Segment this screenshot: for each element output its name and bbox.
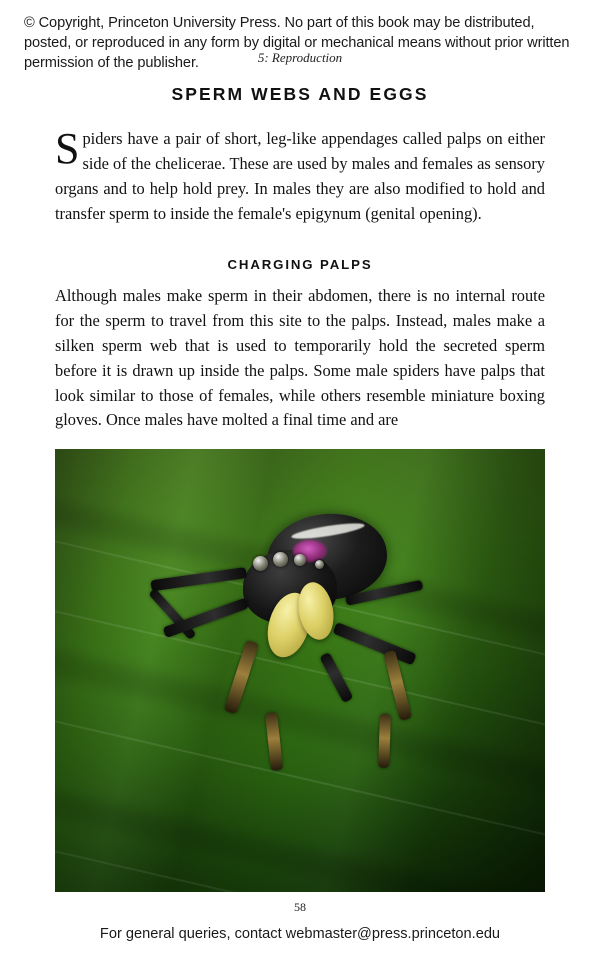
drop-cap: S xyxy=(55,124,80,173)
footer-notice: For general queries, contact webmaster@press.princeton.edu xyxy=(99,926,501,942)
photo-vignette xyxy=(55,449,545,892)
section-title: SPERM WEBS AND EGGS xyxy=(171,84,429,104)
content-column xyxy=(55,84,545,433)
intro-paragraph xyxy=(55,124,545,227)
subsection-title: CHARGING PALPS xyxy=(227,256,373,272)
intro-paragraph-text: piders have a pair of short, leg-like appendages called palps on either side of the chelicerae. These are used by males and females as sensory organs and to help hold prey. In males they are also modified to hold and transfer sperm to inside the female's epigynum (genital opening). xyxy=(55,129,545,223)
subsection-paragraph: Although males make sperm in their abdomen, there is no internal route for the sperm to travel from this site to the palps. Instead, males make a silken sperm web that is used to temporarily hold the secreted sperm before it is drawn up inside the palps. Some male spiders have palps that look similar to those of females, while others resemble miniature boxing gloves. Once males have molted a final time and are xyxy=(55,285,545,430)
page-number: 58 xyxy=(294,900,306,914)
spider-photograph xyxy=(55,449,545,892)
running-head: 5: Reproduction xyxy=(257,50,343,65)
copyright-notice: © Copyright, Princeton University Press. No part of this book may be distributed, posted, or reproduced in any form by digital or mechanical means without prior written permission of the publisher. xyxy=(24,15,570,71)
